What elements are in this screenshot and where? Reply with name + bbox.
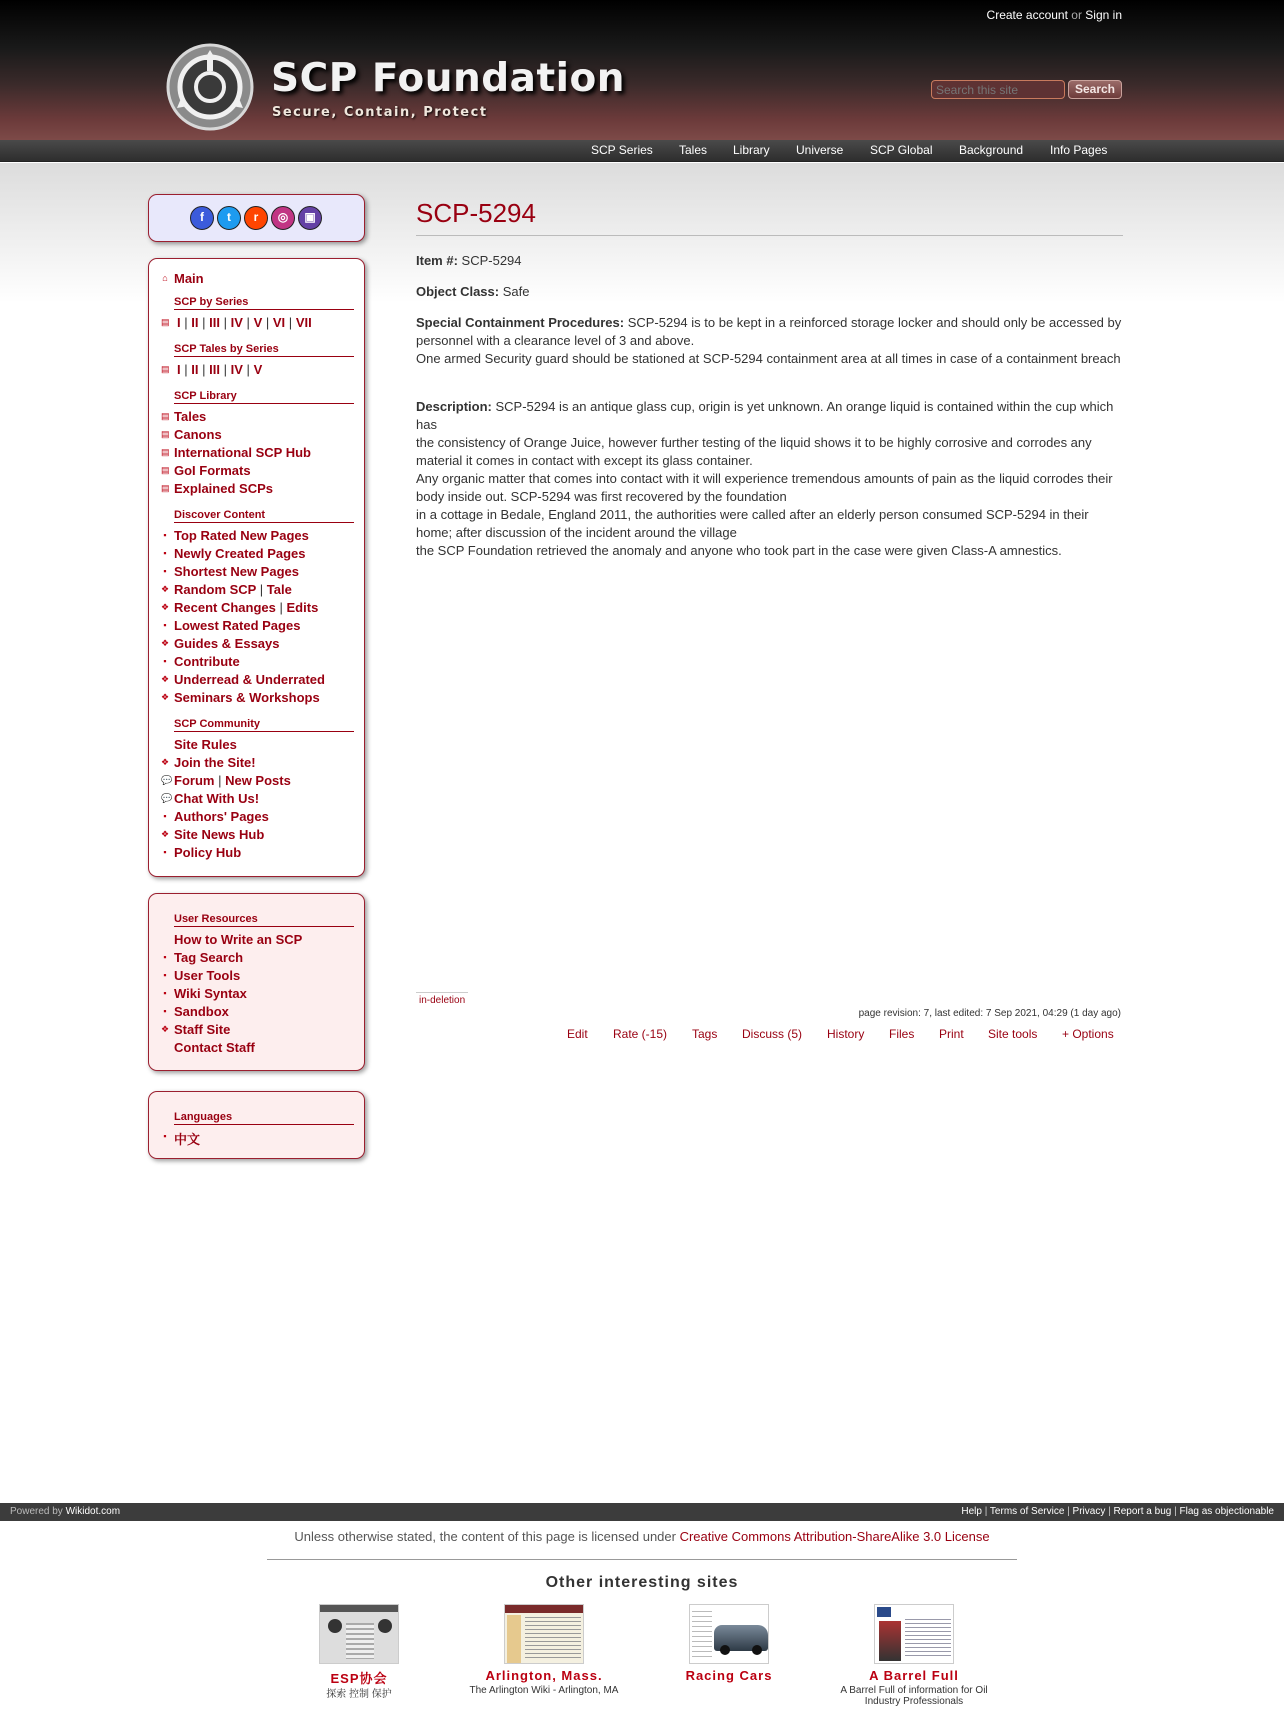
menu-chat[interactable]: Chat With Us! xyxy=(174,791,260,806)
menu-language-chinese[interactable]: 中文 xyxy=(174,1132,201,1147)
site-thumbnail[interactable] xyxy=(319,1604,399,1664)
series-links: I | II | III | IV | V | VI | VII xyxy=(177,315,312,330)
menu-authors-pages[interactable]: Authors' Pages xyxy=(174,809,269,824)
other-site-name[interactable]: Racing Cars xyxy=(685,1668,773,1683)
footer-help-link[interactable]: Help xyxy=(961,1506,982,1517)
menu-user-tools[interactable]: User Tools xyxy=(174,968,241,983)
site-title[interactable]: SCP Foundation xyxy=(271,56,626,101)
scp-logo-icon[interactable] xyxy=(163,42,257,132)
menu-site-news[interactable]: Site News Hub xyxy=(174,827,265,842)
site-thumbnail[interactable] xyxy=(504,1604,584,1664)
menu-edits[interactable]: Edits xyxy=(286,600,319,615)
description-text-1: SCP-5294 is an antique glass cup, origin is yet unknown. An orange liquid is contained within the cup which has xyxy=(416,399,1114,432)
other-site-description: 探索 控制 保护 xyxy=(326,1689,392,1700)
menu-sandbox[interactable]: Sandbox xyxy=(174,1004,229,1019)
menu-random-scp[interactable]: Random SCP xyxy=(174,582,257,597)
description-text-4: in a cottage in Bedale, England 2011, the authorities were called after an elderly person consumed SCP-5294 in their home; after discussion of the incident around the village xyxy=(416,507,1089,540)
user-resources-box xyxy=(148,893,365,1071)
reddit-icon[interactable]: r xyxy=(244,206,268,230)
menu-tag-search[interactable]: Tag Search xyxy=(174,950,244,965)
description-paragraph xyxy=(416,398,1126,560)
footer-flag-link[interactable]: Flag as objectionable xyxy=(1179,1506,1274,1517)
menu-newly-created[interactable]: Newly Created Pages xyxy=(174,546,306,561)
menu-seminars[interactable]: Seminars & Workshops xyxy=(174,690,320,705)
menu-forum[interactable]: Forum xyxy=(174,773,215,788)
page-tag[interactable]: in-deletion xyxy=(416,992,468,1008)
menu-staff-site[interactable]: Staff Site xyxy=(174,1022,231,1037)
side-menu xyxy=(148,258,365,877)
diamond-icon: ❖ xyxy=(161,602,170,612)
bullet-icon: ▪ xyxy=(163,1006,167,1016)
nav-info-pages[interactable]: Info Pages xyxy=(1050,143,1108,157)
top-navigation xyxy=(0,140,1284,162)
other-site-name[interactable]: ESP协会 xyxy=(330,1671,388,1686)
random-links: Random SCP | Tale xyxy=(174,582,292,597)
other-sites-heading: Other interesting sites xyxy=(545,1574,739,1591)
item-number-value: SCP-5294 xyxy=(461,253,522,268)
option-site-tools[interactable]: Site tools xyxy=(988,1027,1038,1041)
title-divider xyxy=(416,235,1123,236)
tales-series-link-ii[interactable]: II xyxy=(191,362,199,377)
menu-underread[interactable]: Underread & Underrated xyxy=(174,672,325,687)
menu-tales[interactable]: Tales xyxy=(174,409,207,424)
other-site-card[interactable] xyxy=(454,1604,634,1696)
menu-recent-changes[interactable]: Recent Changes xyxy=(174,600,276,615)
other-site-description: The Arlington Wiki - Arlington, MA xyxy=(469,1685,619,1696)
forum-links: Forum | New Posts xyxy=(174,773,291,788)
languages-box xyxy=(148,1091,365,1159)
description-text-3: Any organic matter that comes into contact with it will experience tremendous amounts of pain as the liquid corrodes their body inside out. SCP-5294 was first recovered by the foundation xyxy=(416,471,1113,504)
tales-series-link-iii[interactable]: III xyxy=(209,362,220,377)
nav-library[interactable]: Library xyxy=(733,143,770,157)
bullet-icon: ▪ xyxy=(163,1131,167,1141)
bullet-icon: ▪ xyxy=(163,620,167,630)
login-or-text: or xyxy=(1071,8,1082,22)
item-number-label: Item #: xyxy=(416,253,458,268)
diamond-icon: ❖ xyxy=(161,584,170,594)
series-link-vii[interactable]: VII xyxy=(295,315,312,330)
tales-series-links: I | II | III | IV | V xyxy=(177,362,263,377)
document-icon: ▤ xyxy=(161,411,170,421)
heading-languages: Languages xyxy=(174,1111,354,1125)
powered-by xyxy=(10,1506,120,1517)
nav-universe[interactable]: Universe xyxy=(796,143,844,157)
nav-scp-series[interactable]: SCP Series xyxy=(591,143,653,157)
bullet-icon: ▪ xyxy=(163,811,167,821)
diamond-icon: ❖ xyxy=(161,638,170,648)
menu-guides-essays[interactable]: Guides & Essays xyxy=(174,636,280,651)
tales-series-link-iv[interactable]: IV xyxy=(230,362,243,377)
object-class-paragraph xyxy=(416,283,1126,301)
option-edit[interactable]: Edit xyxy=(567,1027,588,1041)
option-more-options[interactable]: + Options xyxy=(1062,1027,1114,1041)
nav-tales[interactable]: Tales xyxy=(679,143,708,157)
description-text-2: the consistency of Orange Juice, however further testing of the liquid shows it to be highly corrosive and corrodes any material it comes in contact with except its glass container. xyxy=(416,435,1092,468)
license-notice xyxy=(0,1529,1284,1544)
recent-links: Recent Changes | Edits xyxy=(174,600,319,615)
twitter-icon[interactable]: t xyxy=(217,206,241,230)
document-icon: ▤ xyxy=(161,317,170,327)
series-link-vi[interactable]: VI xyxy=(272,315,286,330)
menu-main[interactable]: Main xyxy=(174,271,204,286)
license-divider xyxy=(267,1559,1017,1560)
wikidot-link[interactable]: Wikidot.com xyxy=(65,1506,121,1517)
series-link-v[interactable]: V xyxy=(253,315,263,330)
containment-text-2: One armed Security guard should be stationed at SCP-5294 containment area at all times in case of a containment breach xyxy=(416,351,1121,366)
chat-bubble-icon: 💬 xyxy=(161,775,173,785)
chat-bubble-icon: 💬 xyxy=(161,793,173,803)
instagram-icon[interactable]: ◎ xyxy=(271,206,295,230)
heading-discover-content: Discover Content xyxy=(174,509,354,523)
other-site-name[interactable]: A Barrel Full xyxy=(869,1668,959,1683)
other-site-description: A Barrel Full of information for Oil Industry Professionals xyxy=(840,1685,988,1707)
menu-policy-hub[interactable]: Policy Hub xyxy=(174,845,242,860)
document-icon: ▤ xyxy=(161,364,170,374)
powered-by-label: Powered by xyxy=(10,1506,63,1517)
option-history[interactable]: History xyxy=(827,1027,865,1041)
license-link[interactable]: Creative Commons Attribution-ShareAlike 3.0 License xyxy=(679,1529,990,1544)
menu-shortest[interactable]: Shortest New Pages xyxy=(174,564,299,579)
other-site-name[interactable]: Arlington, Mass. xyxy=(485,1668,603,1683)
tales-series-link-v[interactable]: V xyxy=(253,362,263,377)
menu-top-rated[interactable]: Top Rated New Pages xyxy=(174,528,309,543)
search-button[interactable]: Search xyxy=(1068,80,1122,99)
footer-privacy-link[interactable]: Privacy xyxy=(1072,1506,1106,1517)
diamond-icon: ❖ xyxy=(161,757,170,767)
facebook-icon[interactable]: f xyxy=(190,206,214,230)
heading-scp-library: SCP Library xyxy=(174,390,354,404)
other-site-card[interactable] xyxy=(639,1604,819,1685)
menu-goi-formats[interactable]: GoI Formats xyxy=(174,463,251,478)
containment-paragraph xyxy=(416,314,1126,368)
containment-label: Special Containment Procedures: xyxy=(416,315,625,330)
object-class-value: Safe xyxy=(502,284,530,299)
heading-user-resources: User Resources xyxy=(174,913,354,927)
heading-tales-by-series: SCP Tales by Series xyxy=(174,343,354,357)
bullet-icon: ▪ xyxy=(163,548,167,558)
option-discuss[interactable]: Discuss (5) xyxy=(742,1027,803,1041)
footer-report-bug-link[interactable]: Report a bug xyxy=(1113,1506,1172,1517)
diamond-icon: ❖ xyxy=(161,1024,170,1034)
series-link-i[interactable]: I xyxy=(177,315,181,330)
nav-background[interactable]: Background xyxy=(959,143,1024,157)
site-tagline: Secure, Contain, Protect xyxy=(272,105,488,120)
diamond-icon: ❖ xyxy=(161,692,170,702)
menu-contribute[interactable]: Contribute xyxy=(174,654,240,669)
tales-series-link-i[interactable]: I xyxy=(177,362,181,377)
menu-site-rules[interactable]: Site Rules xyxy=(174,737,237,752)
bullet-icon: ▪ xyxy=(163,656,167,666)
site-thumbnail[interactable] xyxy=(689,1604,769,1664)
menu-wiki-syntax[interactable]: Wiki Syntax xyxy=(174,986,247,1001)
menu-canons[interactable]: Canons xyxy=(174,427,222,442)
create-account-link[interactable]: Create account xyxy=(986,8,1068,22)
footer-links: Help | Terms of Service | Privacy | Report a bug | Flag as objectionable xyxy=(961,1506,1274,1517)
diamond-icon: ❖ xyxy=(161,829,170,839)
object-class-label: Object Class: xyxy=(416,284,500,299)
menu-how-to-write[interactable]: How to Write an SCP xyxy=(174,932,303,947)
series-link-iii[interactable]: III xyxy=(209,315,220,330)
menu-contact-staff[interactable]: Contact Staff xyxy=(174,1040,255,1055)
search-input[interactable] xyxy=(931,80,1065,99)
option-print[interactable]: Print xyxy=(939,1027,964,1041)
page-revision-info: page revision: 7, last edited: 7 Sep 2021, 04:29 (1 day ago) xyxy=(858,1008,1121,1019)
bullet-icon: ▪ xyxy=(163,970,167,980)
description-text-5: the SCP Foundation retrieved the anomaly and anyone who took part in the case were given Class-A amnestics. xyxy=(416,543,1062,558)
license-text: Unless otherwise stated, the content of this page is licensed under xyxy=(294,1529,676,1544)
footer-terms-link[interactable]: Terms of Service xyxy=(989,1506,1065,1517)
containment-text: SCP-5294 is to be kept in a reinforced storage locker and should only be accessed by personnel with a clearance level of 3 and above. xyxy=(416,315,1122,348)
heading-scp-by-series: SCP by Series xyxy=(174,296,354,310)
menu-new-posts[interactable]: New Posts xyxy=(225,773,291,788)
diamond-icon: ❖ xyxy=(161,674,170,684)
option-rate[interactable]: Rate (-15) xyxy=(613,1027,668,1041)
menu-international-hub[interactable]: International SCP Hub xyxy=(174,445,311,460)
page-title: SCP-5294 xyxy=(416,198,536,228)
other-site-card[interactable] xyxy=(824,1604,1004,1707)
twitch-icon[interactable]: ▣ xyxy=(298,206,322,230)
bullet-icon: ▪ xyxy=(163,847,167,857)
menu-random-tale[interactable]: Tale xyxy=(266,582,292,597)
series-link-iv[interactable]: IV xyxy=(230,315,243,330)
document-icon: ▤ xyxy=(161,465,170,475)
document-icon: ▤ xyxy=(161,429,170,439)
site-header xyxy=(0,0,1284,140)
other-site-card[interactable] xyxy=(269,1604,449,1700)
menu-explained-scps[interactable]: Explained SCPs xyxy=(174,481,273,496)
option-files[interactable]: Files xyxy=(889,1027,915,1041)
footer-bar xyxy=(0,1503,1284,1521)
item-number-paragraph xyxy=(416,252,1126,270)
bullet-icon: ▪ xyxy=(163,566,167,576)
home-icon: ⌂ xyxy=(162,273,168,283)
document-icon: ▤ xyxy=(161,447,170,457)
nav-scp-global[interactable]: SCP Global xyxy=(870,143,933,157)
document-icon: ▤ xyxy=(161,483,170,493)
sign-in-link[interactable]: Sign in xyxy=(1085,8,1122,22)
login-status xyxy=(987,8,1122,22)
bullet-icon: ▪ xyxy=(163,988,167,998)
option-tags[interactable]: Tags xyxy=(692,1027,718,1041)
menu-lowest-rated[interactable]: Lowest Rated Pages xyxy=(174,618,301,633)
social-links-box xyxy=(148,194,365,242)
description-label: Description: xyxy=(416,399,492,414)
site-thumbnail[interactable] xyxy=(874,1604,954,1664)
menu-join-site[interactable]: Join the Site! xyxy=(174,755,256,770)
heading-scp-community: SCP Community xyxy=(174,718,354,732)
series-link-ii[interactable]: II xyxy=(191,315,199,330)
bullet-icon: ▪ xyxy=(163,530,167,540)
bullet-icon: ▪ xyxy=(163,952,167,962)
